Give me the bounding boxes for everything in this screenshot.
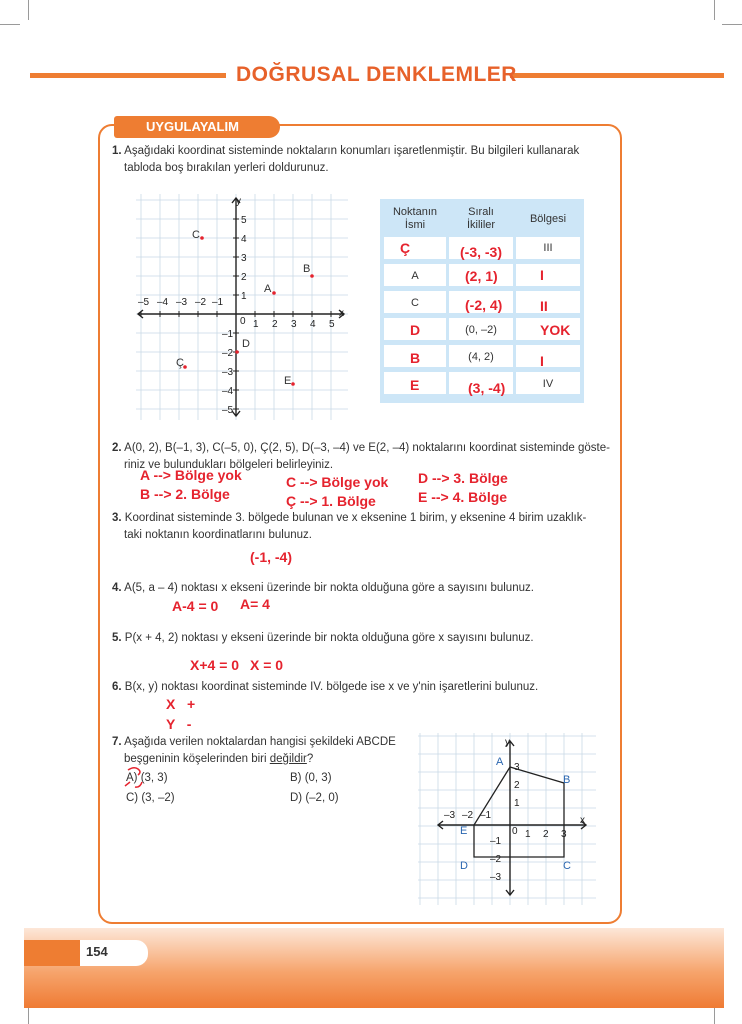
q7-number: 7. <box>112 736 122 748</box>
y-tick-label: 5 <box>241 215 247 226</box>
q7-option-d: D) (–2, 0) <box>290 792 339 804</box>
y-tick-label: –2 <box>222 348 234 359</box>
point-label-c: C <box>192 229 200 241</box>
q3-answer: (-1, -4) <box>250 549 292 565</box>
q1-number: 1. <box>112 145 122 157</box>
y-tick-label: 3 <box>514 762 520 773</box>
q6-text <box>112 679 622 696</box>
header-line-right <box>510 73 724 78</box>
x-tick-label: –5 <box>138 297 150 308</box>
y-tick-label: 3 <box>241 253 247 264</box>
vertex-label-e: E <box>460 825 468 837</box>
x-tick-label: –1 <box>212 297 224 308</box>
table-row2-pair: (2, 1) <box>465 268 498 284</box>
y-tick-label: 2 <box>514 780 520 791</box>
y-tick-label: –1 <box>490 836 502 847</box>
q6-line: B(x, y) noktası koordinat sisteminde IV. bölgede ise x ve y'nin işaretlerini bulunuz. <box>124 681 539 693</box>
x-tick-label: –3 <box>176 297 188 308</box>
x-tick-label: 5 <box>329 319 335 330</box>
q7-line2a: beşgeninin köşelerinden biri <box>124 753 270 765</box>
table-row4-pair: (0, –2) <box>465 324 497 336</box>
q1-coordinate-graph <box>136 194 348 420</box>
x-axis-label: x <box>580 815 585 826</box>
q1-text <box>112 143 612 177</box>
q7-line2b: ? <box>306 753 314 765</box>
x-tick-label: 3 <box>561 829 567 840</box>
y-tick-label: –4 <box>222 386 234 397</box>
table-row2-region: I <box>540 267 544 283</box>
table-header-pair <box>448 206 514 232</box>
table-header-name-l2: İsmi <box>404 219 426 231</box>
y-tick-label: –3 <box>222 367 234 378</box>
table-row1-name: Ç <box>400 240 411 256</box>
q4-number: 4. <box>112 582 122 594</box>
crop-mark <box>0 24 20 25</box>
y-tick-label: –3 <box>490 872 502 883</box>
q6-answer-y: Y - <box>166 716 192 732</box>
x-tick-label: 2 <box>543 829 549 840</box>
table-row3-name: C <box>411 297 419 309</box>
q5-number: 5. <box>112 632 122 644</box>
origin-label: 0 <box>512 826 518 837</box>
table-row6-name: E <box>410 377 420 393</box>
q7-option-b: B) (0, 3) <box>290 772 332 784</box>
q6-answer-x: X + <box>166 696 196 712</box>
table-header-name-l1: Noktanın <box>392 206 438 218</box>
q3-number: 3. <box>112 512 122 524</box>
table-row5-region: I <box>540 353 544 369</box>
table-row1-pair: (-3, -3) <box>460 244 502 260</box>
table-row4-region: YOK <box>540 322 571 338</box>
table-row6-pair: (3, -4) <box>468 380 506 396</box>
point-label-d: D <box>242 338 250 350</box>
x-tick-label: 3 <box>291 319 297 330</box>
point-label-a: A <box>264 283 272 295</box>
x-tick-label: 2 <box>272 319 278 330</box>
q2-number: 2. <box>112 442 122 454</box>
table-header-region: Bölgesi <box>529 213 567 225</box>
q5-text <box>112 630 622 647</box>
table-cell <box>516 291 580 313</box>
point-label-b: B <box>303 263 311 275</box>
q7-text <box>112 734 412 768</box>
x-tick-label: –2 <box>195 297 207 308</box>
x-tick-label: 4 <box>310 319 316 330</box>
q2-answer-b: B --> 2. Bölge <box>140 486 230 502</box>
y-tick-label: 2 <box>241 272 247 283</box>
q7-option-a: A) (3, 3) <box>126 772 168 784</box>
q4-line: A(5, a – 4) noktası x ekseni üzerinde bir nokta olduğuna göre a sayısını bulunuz. <box>124 582 534 594</box>
table-row5-pair: (4, 2) <box>468 351 494 363</box>
table-header-pair-l2: İkililer <box>466 219 496 231</box>
q4-answer2: A= 4 <box>240 596 270 612</box>
crop-mark <box>714 0 715 20</box>
table-cell <box>516 264 580 286</box>
q7-line2-underlined: değildir <box>269 753 307 765</box>
x-tick-label: –2 <box>462 810 474 821</box>
vertex-label-b: B <box>563 774 571 786</box>
q4-text <box>112 580 622 597</box>
q2-line2: riniz ve bulundukları bölgeleri belirleyiniz. <box>124 459 334 471</box>
q2-answer-c: C --> Bölge yok <box>286 474 389 490</box>
page-title: DOĞRUSAL DENKLEMLER <box>236 63 517 86</box>
vertex-label-a: A <box>496 756 504 768</box>
crop-mark <box>28 0 29 20</box>
q7-line1: Aşağıda verilen noktalardan hangisi şekildeki ABCDE <box>124 736 396 748</box>
q3-line1: Koordinat sisteminde 3. bölgede bulunan ve x eksenine 1 birim, y eksenine 4 birim uzaklık- <box>124 512 587 524</box>
origin-label: 0 <box>240 316 246 327</box>
graph-axes <box>138 198 344 416</box>
y-tick-label: –2 <box>490 854 502 865</box>
point-d <box>235 350 239 354</box>
header-line-left <box>30 73 226 78</box>
q1-line1: Aşağıdaki koordinat sisteminde noktaların konumları işaretlenmiştir. Bu bilgileri kullanarak <box>124 145 580 157</box>
point-label-cc: Ç <box>176 357 184 369</box>
crop-mark <box>722 24 742 25</box>
point-a <box>272 291 276 295</box>
x-axis-label: x <box>339 308 344 319</box>
q7-option-c: C) (3, –2) <box>126 792 175 804</box>
vertex-label-c: C <box>563 860 571 872</box>
q7-pentagon-graph <box>418 733 596 905</box>
table-row2-name: A <box>411 270 419 282</box>
q6-number: 6. <box>112 681 122 693</box>
table-header-pair-l1: Sıralı <box>468 206 494 218</box>
point-b <box>310 274 314 278</box>
q4-answer1: A-4 = 0 <box>172 598 219 614</box>
point-e <box>291 382 295 386</box>
table-cell <box>384 237 446 259</box>
y-tick-label: 4 <box>241 234 247 245</box>
vertex-label-d: D <box>460 860 468 872</box>
table-row3-pair: (-2, 4) <box>465 297 503 313</box>
table-row4-name: D <box>410 322 421 338</box>
x-tick-label: –4 <box>157 297 169 308</box>
q1-line2: tabloda boş bırakılan yerleri doldurunuz. <box>124 162 329 174</box>
table-row5-name: B <box>410 350 421 366</box>
page-number-tab <box>24 940 80 966</box>
x-tick-label: 1 <box>525 829 531 840</box>
q2-answer-e: E --> 4. Bölge <box>418 489 508 505</box>
y-tick-label: 1 <box>514 798 520 809</box>
q7-answer-mark <box>120 764 152 790</box>
table-row1-region: III <box>543 242 553 254</box>
table-header-name <box>384 206 446 232</box>
q2-answer-a: A --> Bölge yok <box>140 467 242 483</box>
y-axis-label: y <box>505 737 510 748</box>
table-cell <box>516 345 580 367</box>
q5-answer2: X = 0 <box>250 657 284 673</box>
table-row6-region: IV <box>542 378 554 390</box>
q5-line: P(x + 4, 2) noktası y ekseni üzerinde bir nokta olduğuna göre x sayısını bulunuz. <box>124 632 534 644</box>
point-c <box>200 236 204 240</box>
q3-text <box>112 510 622 544</box>
y-tick-label: 1 <box>241 291 247 302</box>
y-tick-label: –1 <box>222 329 234 340</box>
y-axis-label: y <box>236 196 241 207</box>
q2-answer-cc: Ç --> 1. Bölge <box>286 493 376 509</box>
page-number: 154 <box>86 944 108 959</box>
q2-answer-d: D --> 3. Bölge <box>418 470 508 486</box>
table-row3-region: II <box>540 298 548 314</box>
q3-line2: taki noktanın koordinatlarını bulunuz. <box>124 529 312 541</box>
x-tick-label: –1 <box>480 810 492 821</box>
q2-line1: A(0, 2), B(–1, 3), C(–5, 0), Ç(2, 5), D(–3, –4) ve E(2, –4) noktalarını koordinat sisteminde göste- <box>124 442 610 454</box>
section-tag: UYGULAYALIM <box>114 116 280 138</box>
x-tick-label: 1 <box>253 319 259 330</box>
x-tick-label: –3 <box>444 810 456 821</box>
q5-answer1: X+4 = 0 <box>190 657 240 673</box>
y-tick-label: –5 <box>222 405 234 416</box>
point-label-e: E <box>284 375 292 387</box>
